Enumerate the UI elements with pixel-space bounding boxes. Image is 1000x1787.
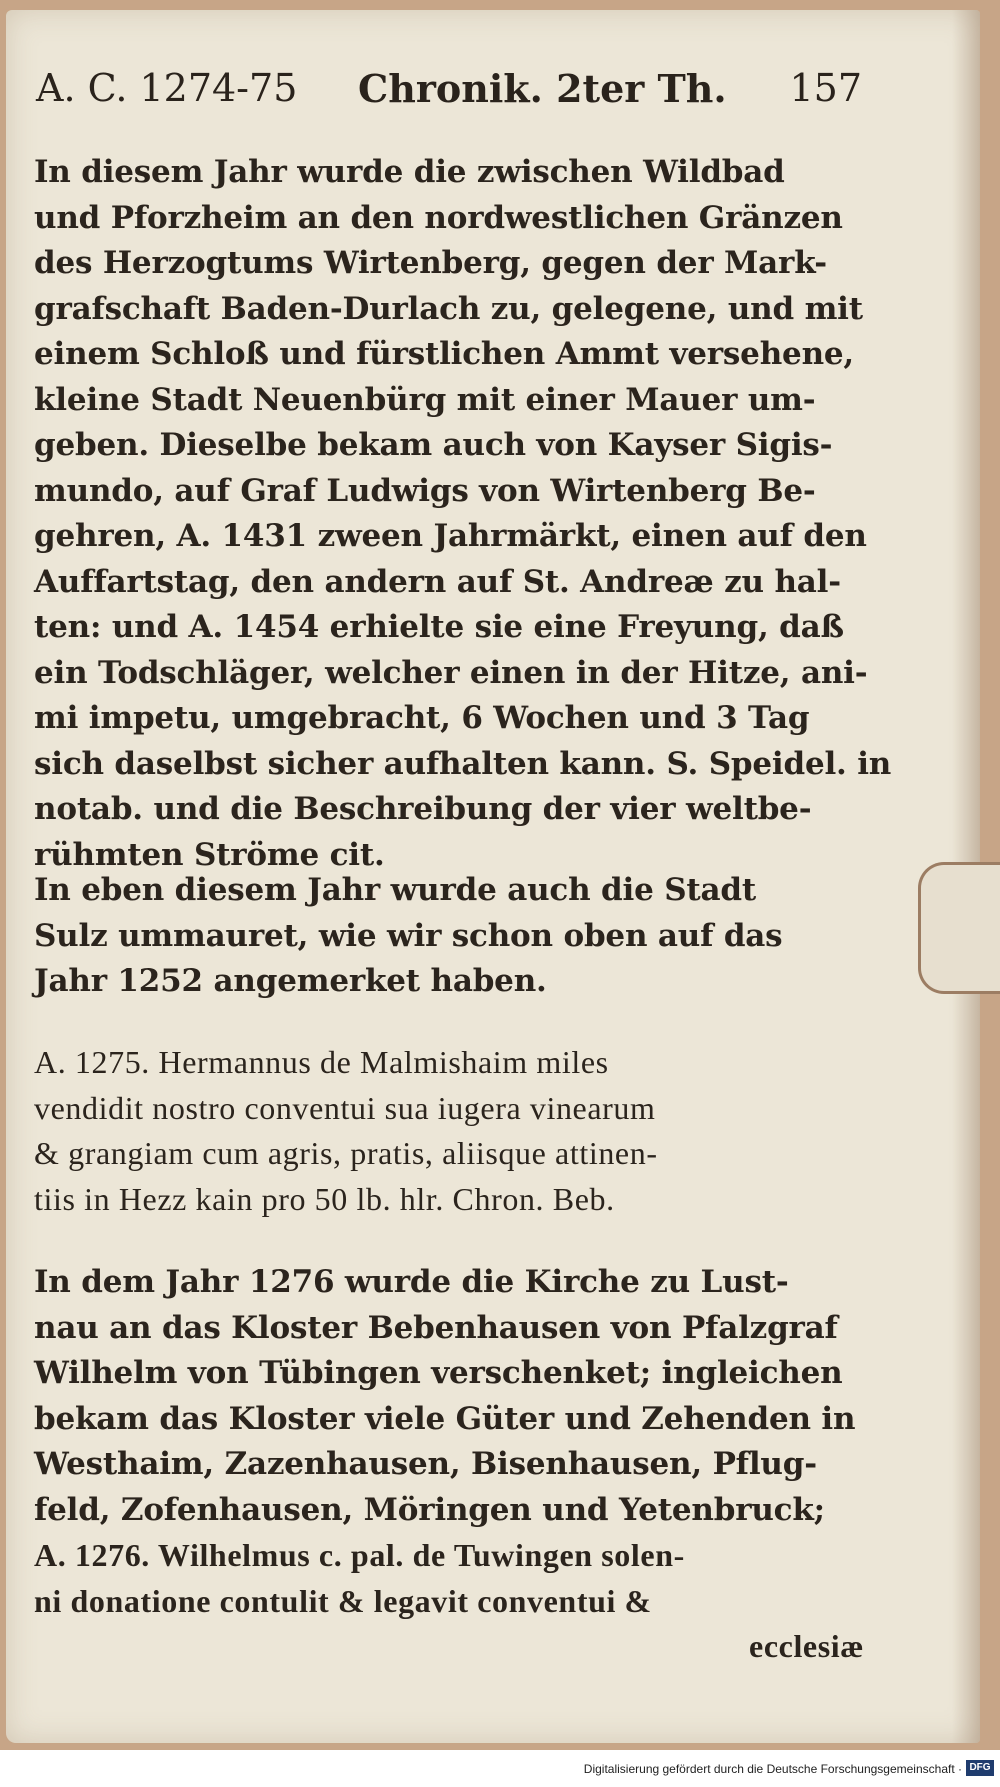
dfg-logo-icon: DFG bbox=[966, 1760, 994, 1776]
paragraph-lustnau bbox=[34, 1260, 864, 1670]
paragraph-latin-1275 bbox=[34, 1040, 864, 1222]
text-line: kleine Stadt Neuenbürg mit einer Mauer um- bbox=[34, 381, 816, 418]
text-line: A. 1276. Wilhelmus c. pal. de Tuwingen solen- bbox=[34, 1537, 685, 1573]
paragraph-sulz bbox=[34, 868, 864, 1005]
running-header bbox=[36, 66, 862, 118]
text-line: mi impetu, umgebracht, 6 Wochen und 3 Tag bbox=[34, 700, 810, 736]
text-line: des Herzogtums Wirtenberg, gegen der Mark- bbox=[34, 245, 827, 281]
text-line: geben. Dieselbe bekam auch von Kayser Sigis- bbox=[34, 427, 833, 463]
text-line: sich daselbst sicher aufhalten kann. S. Speidel. in bbox=[34, 745, 892, 782]
text-line: In dem Jahr 1276 wurde die Kirche zu Lust- bbox=[34, 1264, 789, 1300]
text-line: & grangiam cum agris, pratis, aliisque attinen- bbox=[34, 1135, 658, 1171]
text-line: mundo, auf Graf Ludwigs von Wirtenberg Be- bbox=[34, 472, 816, 509]
text-line: Auffartstag, den andern auf St. Andreæ zu hal- bbox=[34, 563, 841, 600]
text-line: ni donatione contulit & legavit conventui & bbox=[34, 1582, 652, 1619]
digitization-footer bbox=[0, 1751, 1000, 1787]
header-year-range: A. C. 1274-75 bbox=[36, 66, 298, 110]
text-line: Westhaim, Zazenhausen, Bisenhausen, Pflug- bbox=[34, 1446, 817, 1482]
text-line: nau an das Kloster Bebenhausen von Pfalzgraf bbox=[34, 1309, 838, 1346]
text-line: bekam das Kloster viele Güter und Zehenden in bbox=[34, 1400, 856, 1437]
header-title: Chronik. 2ter Th. bbox=[358, 66, 727, 111]
text-line: notab. und die Beschreibung der vier weltbe- bbox=[34, 791, 812, 827]
text-line: einem Schloß und fürstlichen Ammt versehene, bbox=[34, 336, 855, 372]
catchword: ecclesiæ bbox=[749, 1628, 864, 1664]
text-line: tiis in Hezz kain pro 50 lb. hlr. Chron. Beb. bbox=[34, 1180, 615, 1217]
text-line: Sulz ummauret, wie wir schon oben auf das bbox=[34, 917, 783, 954]
text-line: In diesem Jahr wurde die zwischen Wildbad bbox=[34, 154, 785, 190]
text-line: Jahr 1252 angemerket haben. bbox=[34, 963, 547, 999]
funding-credit: Digitalisierung gefördert durch die Deutsche Forschungsgemeinschaft · bbox=[583, 1762, 962, 1776]
text-line: ein Todschläger, welcher einen in der Hitze, ani- bbox=[34, 654, 868, 691]
bookmark-tab bbox=[918, 862, 1000, 994]
text-line: und Pforzheim an den nordwestlichen Gränzen bbox=[34, 199, 843, 236]
page-number: 157 bbox=[789, 66, 862, 110]
text-line: In eben diesem Jahr wurde auch die Stadt bbox=[34, 872, 756, 908]
paragraph-neuenburg bbox=[34, 150, 892, 878]
text-line: gehren, A. 1431 zween Jahrmärkt, einen auf den bbox=[34, 518, 867, 554]
text-line: feld, Zofenhausen, Möringen und Yetenbruck; bbox=[34, 1491, 825, 1528]
text-line: A. 1275. Hermannus de Malmishaim miles bbox=[34, 1044, 609, 1080]
text-line: vendidit nostro conventui sua iugera vinearum bbox=[34, 1089, 656, 1126]
text-line: rühmten Ströme cit. bbox=[34, 836, 385, 873]
text-line: ten: und A. 1454 erhielte sie eine Freyung, daß bbox=[34, 609, 844, 645]
text-line: grafschaft Baden-Durlach zu, gelegene, und mit bbox=[34, 290, 863, 327]
text-line: Wilhelm von Tübingen verschenket; ingleichen bbox=[34, 1355, 843, 1391]
